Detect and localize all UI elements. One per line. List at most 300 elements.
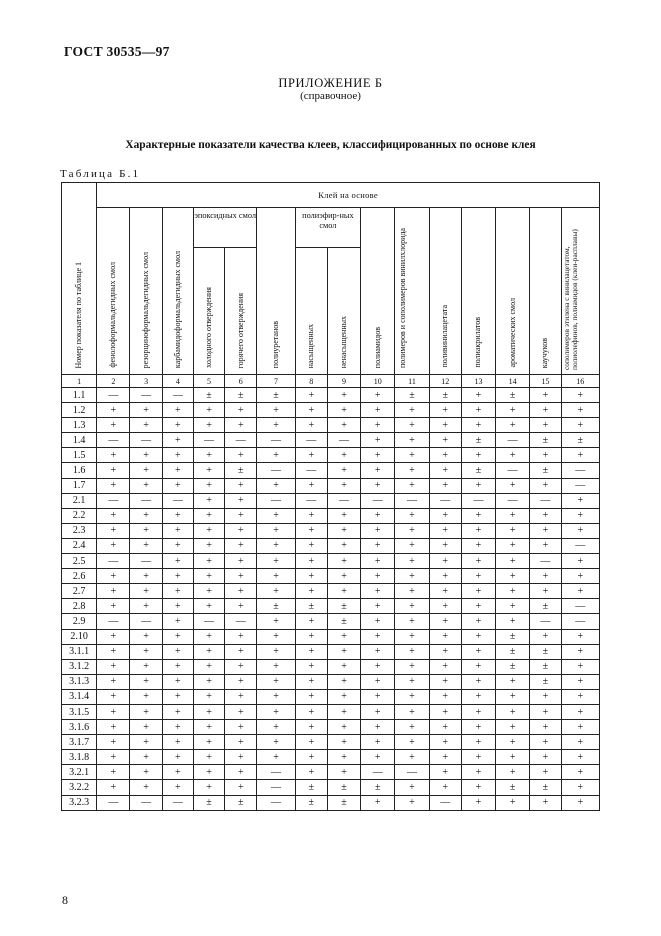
table-cell: + xyxy=(257,584,295,599)
row-number: 3.1.6 xyxy=(62,720,97,735)
table-cell: + xyxy=(130,448,162,463)
table-cell: + xyxy=(162,508,193,523)
table-cell: — xyxy=(97,433,130,448)
table-cell: — xyxy=(257,433,295,448)
table-cell: — xyxy=(225,614,257,629)
table-cell: + xyxy=(97,750,130,765)
table-cell: + xyxy=(257,750,295,765)
table-cell: — xyxy=(496,493,530,508)
row-number: 3.2.2 xyxy=(62,780,97,795)
table-cell: + xyxy=(361,599,395,614)
table-cell: + xyxy=(162,674,193,689)
table-cell: + xyxy=(496,584,530,599)
row-number: 3.1.5 xyxy=(62,704,97,719)
table-cell: + xyxy=(225,599,257,614)
table-cell: + xyxy=(361,508,395,523)
table-cell: + xyxy=(130,629,162,644)
table-cell: + xyxy=(162,735,193,750)
table-cell: + xyxy=(561,629,599,644)
col-header-13 xyxy=(496,208,530,375)
table-cell: + xyxy=(395,584,429,599)
table-cell: + xyxy=(295,569,327,584)
table-cell: + xyxy=(162,569,193,584)
table-cell: + xyxy=(327,463,360,478)
table-cell: + xyxy=(130,508,162,523)
column-number-row xyxy=(62,375,600,388)
table-cell: + xyxy=(530,750,561,765)
table-cell: + xyxy=(395,689,429,704)
table-cell: + xyxy=(295,403,327,418)
table-cell: ± xyxy=(225,795,257,810)
row-number: 1.2 xyxy=(62,403,97,418)
table-cell: + xyxy=(257,644,295,659)
table-cell: — xyxy=(395,493,429,508)
table-cell: + xyxy=(257,735,295,750)
table-cell: + xyxy=(225,765,257,780)
table-cell: — xyxy=(130,433,162,448)
col-header-10 xyxy=(395,208,429,375)
table-cell: + xyxy=(429,584,461,599)
table-cell: + xyxy=(530,478,561,493)
row-number: 2.9 xyxy=(62,614,97,629)
table-cell: + xyxy=(461,584,495,599)
table-cell: + xyxy=(461,554,495,569)
table-cell: + xyxy=(327,720,360,735)
table-cell: + xyxy=(496,448,530,463)
col-header-8 xyxy=(327,248,360,375)
table-cell: + xyxy=(530,569,561,584)
table-cell: + xyxy=(225,720,257,735)
table-cell: + xyxy=(361,584,395,599)
column-number: 8 xyxy=(295,375,327,388)
col-header-6 xyxy=(257,208,295,375)
row-number: 3.1.4 xyxy=(62,689,97,704)
table-cell: + xyxy=(561,493,599,508)
table-cell: + xyxy=(130,780,162,795)
table-cell: + xyxy=(429,478,461,493)
table-cell: + xyxy=(461,418,495,433)
table-row xyxy=(62,554,600,569)
table-cell: — xyxy=(225,433,257,448)
table-cell: ± xyxy=(561,433,599,448)
table-cell: ± xyxy=(530,463,561,478)
table-cell: + xyxy=(162,780,193,795)
table-cell: + xyxy=(361,463,395,478)
table-cell: — xyxy=(295,493,327,508)
table-cell: + xyxy=(162,418,193,433)
table-cell: + xyxy=(429,644,461,659)
table-cell: + xyxy=(429,538,461,553)
table-cell: ± xyxy=(295,780,327,795)
table-cell: ± xyxy=(496,644,530,659)
table-cell: + xyxy=(361,418,395,433)
table-cell: ± xyxy=(225,463,257,478)
table-cell: + xyxy=(429,780,461,795)
table-cell: + xyxy=(561,750,599,765)
table-cell: + xyxy=(461,538,495,553)
table-cell: — xyxy=(561,538,599,553)
table-cell: — xyxy=(257,765,295,780)
row-number: 1.6 xyxy=(62,463,97,478)
table-cell: + xyxy=(327,523,360,538)
table-cell: + xyxy=(530,584,561,599)
col-header-label: сополимеров этилена с винилацетатом, полиолефинов, полиамидов (клеи-расплавы) xyxy=(562,229,580,370)
column-number: 11 xyxy=(395,375,429,388)
table-cell: + xyxy=(97,659,130,674)
table-cell: + xyxy=(130,644,162,659)
table-cell: + xyxy=(429,735,461,750)
table-cell: + xyxy=(395,418,429,433)
table-cell: + xyxy=(361,735,395,750)
table-cell: + xyxy=(130,720,162,735)
table-cell: + xyxy=(561,584,599,599)
table-cell: + xyxy=(361,674,395,689)
col-header-2 xyxy=(130,208,162,375)
column-number: 3 xyxy=(130,375,162,388)
table-row xyxy=(62,780,600,795)
table-cell: + xyxy=(257,523,295,538)
table-cell: + xyxy=(429,418,461,433)
table-cell: + xyxy=(97,538,130,553)
table-cell: — xyxy=(530,614,561,629)
table-cell: + xyxy=(162,689,193,704)
table-cell: + xyxy=(225,569,257,584)
table-cell: + xyxy=(395,599,429,614)
table-cell: + xyxy=(193,508,224,523)
row-number: 3.2.1 xyxy=(62,765,97,780)
col-header-9 xyxy=(361,208,395,375)
table-cell: ± xyxy=(225,388,257,403)
table-cell: + xyxy=(496,403,530,418)
column-number: 2 xyxy=(97,375,130,388)
table-cell: + xyxy=(496,689,530,704)
table-cell: + xyxy=(429,674,461,689)
column-number: 15 xyxy=(530,375,561,388)
table-cell: + xyxy=(461,735,495,750)
table-cell: + xyxy=(327,765,360,780)
row-number: 1.7 xyxy=(62,478,97,493)
table-cell: + xyxy=(496,765,530,780)
table-cell: + xyxy=(395,659,429,674)
table-cell: ± xyxy=(496,629,530,644)
row-number: 2.7 xyxy=(62,584,97,599)
table-cell: — xyxy=(561,463,599,478)
table-cell: + xyxy=(193,493,224,508)
table-cell: + xyxy=(395,403,429,418)
table-cell: + xyxy=(496,614,530,629)
table-cell: ± xyxy=(327,614,360,629)
table-cell: + xyxy=(162,584,193,599)
column-number: 1 xyxy=(62,375,97,388)
table-row xyxy=(62,418,600,433)
table-cell: + xyxy=(162,704,193,719)
table-cell: + xyxy=(193,554,224,569)
table-cell: + xyxy=(461,478,495,493)
table-row xyxy=(62,765,600,780)
table-cell: + xyxy=(327,448,360,463)
table-cell: ± xyxy=(327,795,360,810)
table-cell: + xyxy=(193,403,224,418)
table-cell: + xyxy=(429,463,461,478)
table-cell: + xyxy=(162,523,193,538)
table-cell: + xyxy=(429,433,461,448)
table-cell: + xyxy=(361,795,395,810)
table-cell: — xyxy=(130,388,162,403)
col-header-label: каучуков xyxy=(540,337,550,368)
table-cell: + xyxy=(461,644,495,659)
table-row xyxy=(62,478,600,493)
table-cell: + xyxy=(97,569,130,584)
table-cell: + xyxy=(130,478,162,493)
table-cell: + xyxy=(461,765,495,780)
column-number: 16 xyxy=(561,375,599,388)
table-cell: + xyxy=(395,704,429,719)
table-cell: + xyxy=(461,720,495,735)
table-cell: — xyxy=(162,795,193,810)
table-cell: + xyxy=(257,403,295,418)
table-cell: + xyxy=(162,659,193,674)
table-cell: + xyxy=(561,674,599,689)
table-cell: + xyxy=(429,569,461,584)
table-cell: + xyxy=(225,659,257,674)
table-cell: — xyxy=(561,478,599,493)
table-cell: + xyxy=(225,508,257,523)
col-header-label: поливинилацетата xyxy=(440,305,450,368)
table-cell: + xyxy=(257,538,295,553)
table-cell: + xyxy=(193,584,224,599)
table-cell: + xyxy=(162,463,193,478)
table-cell: ± xyxy=(193,795,224,810)
table-cell: + xyxy=(97,418,130,433)
table-row xyxy=(62,674,600,689)
table-cell: + xyxy=(162,448,193,463)
table-cell: + xyxy=(361,538,395,553)
table-cell: + xyxy=(257,629,295,644)
table-cell: + xyxy=(97,644,130,659)
table-cell: — xyxy=(130,614,162,629)
table-cell: + xyxy=(130,569,162,584)
table-cell: + xyxy=(295,689,327,704)
table-cell: + xyxy=(395,795,429,810)
table-body xyxy=(62,388,600,811)
table-cell: + xyxy=(561,780,599,795)
table-cell: + xyxy=(496,508,530,523)
row-number: 2.2 xyxy=(62,508,97,523)
table-cell: + xyxy=(395,478,429,493)
table-cell: + xyxy=(257,554,295,569)
table-cell: + xyxy=(561,508,599,523)
table-cell: + xyxy=(162,750,193,765)
column-number: 12 xyxy=(429,375,461,388)
table-cell: + xyxy=(327,735,360,750)
table-cell: + xyxy=(162,478,193,493)
row-number: 2.10 xyxy=(62,629,97,644)
table-cell: + xyxy=(97,720,130,735)
table-cell: + xyxy=(429,614,461,629)
table-cell: + xyxy=(496,538,530,553)
table-row xyxy=(62,795,600,810)
table-cell: + xyxy=(295,704,327,719)
table-cell: — xyxy=(327,433,360,448)
table-cell: + xyxy=(561,554,599,569)
table-cell: + xyxy=(461,780,495,795)
table-cell: + xyxy=(327,478,360,493)
table-cell: + xyxy=(97,704,130,719)
table-cell: — xyxy=(257,463,295,478)
table-row xyxy=(62,538,600,553)
table-cell: + xyxy=(327,569,360,584)
table-cell: + xyxy=(327,388,360,403)
table-cell: + xyxy=(496,795,530,810)
table-cell: + xyxy=(561,448,599,463)
col-header-14 xyxy=(530,208,561,375)
table-cell: + xyxy=(225,780,257,795)
table-cell: + xyxy=(193,674,224,689)
table-cell: + xyxy=(395,508,429,523)
table-cell: + xyxy=(395,780,429,795)
table-cell: + xyxy=(130,538,162,553)
table-cell: + xyxy=(530,765,561,780)
table-cell: — xyxy=(97,493,130,508)
table-cell: — xyxy=(97,388,130,403)
table-cell: + xyxy=(295,554,327,569)
table-cell: + xyxy=(225,523,257,538)
table-cell: + xyxy=(429,750,461,765)
table-cell: + xyxy=(361,388,395,403)
table-cell: — xyxy=(162,493,193,508)
table-cell: + xyxy=(395,569,429,584)
table-cell: + xyxy=(361,644,395,659)
column-number: 6 xyxy=(225,375,257,388)
document-code: ГОСТ 30535—97 xyxy=(64,44,170,59)
table-cell: + xyxy=(530,689,561,704)
table-cell: ± xyxy=(257,388,295,403)
table-cell: ± xyxy=(496,659,530,674)
table-cell: + xyxy=(361,659,395,674)
table-cell: + xyxy=(193,538,224,553)
row-number: 1.1 xyxy=(62,388,97,403)
table-cell: + xyxy=(295,508,327,523)
table-cell: — xyxy=(257,493,295,508)
row-number: 3.1.7 xyxy=(62,735,97,750)
table-cell: + xyxy=(530,388,561,403)
table-cell: + xyxy=(496,478,530,493)
table-cell: + xyxy=(193,448,224,463)
table-cell: + xyxy=(530,403,561,418)
group-header-epoxy: эпоксидных смол xyxy=(193,208,256,248)
table-cell: + xyxy=(327,584,360,599)
table-cell: + xyxy=(429,403,461,418)
table-cell: + xyxy=(461,448,495,463)
table-cell: + xyxy=(225,750,257,765)
table-cell: + xyxy=(429,689,461,704)
table-cell: + xyxy=(295,584,327,599)
table-cell: + xyxy=(395,433,429,448)
table-cell: + xyxy=(130,704,162,719)
table-cell: + xyxy=(295,388,327,403)
table-cell: + xyxy=(162,720,193,735)
group-header-polyester: полиэфир-ных смол xyxy=(295,208,360,248)
table-cell: + xyxy=(561,523,599,538)
table-cell: + xyxy=(327,689,360,704)
table-cell: + xyxy=(361,569,395,584)
table-cell: + xyxy=(361,704,395,719)
table-cell: + xyxy=(130,689,162,704)
table-cell: + xyxy=(530,720,561,735)
table-cell: + xyxy=(395,644,429,659)
column-number: 10 xyxy=(361,375,395,388)
table-cell: + xyxy=(327,418,360,433)
table-row xyxy=(62,463,600,478)
table-cell: + xyxy=(561,795,599,810)
table-cell: + xyxy=(361,554,395,569)
table-cell: — xyxy=(130,554,162,569)
col-header-label: резорциноформальдегидных смол xyxy=(140,251,150,368)
table-cell: + xyxy=(225,629,257,644)
table-cell: + xyxy=(97,448,130,463)
table-cell: — xyxy=(130,795,162,810)
table-cell: + xyxy=(225,584,257,599)
table-cell: — xyxy=(429,795,461,810)
table-cell: + xyxy=(193,750,224,765)
table-cell: + xyxy=(530,795,561,810)
table-row xyxy=(62,569,600,584)
col-header-7 xyxy=(295,248,327,375)
table-cell: + xyxy=(97,478,130,493)
table-cell: + xyxy=(162,403,193,418)
col-header-1 xyxy=(97,208,130,375)
table-cell: + xyxy=(496,750,530,765)
row-number: 3.1.1 xyxy=(62,644,97,659)
table-cell: — xyxy=(327,493,360,508)
row-number: 2.1 xyxy=(62,493,97,508)
table-cell: + xyxy=(130,674,162,689)
col-header-label: карбамидоформальдегидных смол xyxy=(172,250,182,368)
table-cell: + xyxy=(361,448,395,463)
table-cell: + xyxy=(193,629,224,644)
table-cell: + xyxy=(257,508,295,523)
table-cell: — xyxy=(429,493,461,508)
table-cell: + xyxy=(130,659,162,674)
table-cell: + xyxy=(496,418,530,433)
table-cell: + xyxy=(395,554,429,569)
table-cell: + xyxy=(130,599,162,614)
table-cell: + xyxy=(429,720,461,735)
table-cell: ± xyxy=(395,388,429,403)
table-cell: + xyxy=(461,388,495,403)
table-cell: — xyxy=(461,493,495,508)
table-cell: + xyxy=(461,403,495,418)
table-row xyxy=(62,523,600,538)
table-cell: + xyxy=(295,674,327,689)
row-number: 3.1.3 xyxy=(62,674,97,689)
table-cell: + xyxy=(225,448,257,463)
table-cell: + xyxy=(496,720,530,735)
table-cell: + xyxy=(429,659,461,674)
col-header-label: горячего отверждения xyxy=(235,292,245,368)
table-cell: + xyxy=(395,720,429,735)
table-cell: + xyxy=(225,644,257,659)
table-cell: — xyxy=(561,599,599,614)
table-cell: + xyxy=(225,538,257,553)
table-cell: + xyxy=(530,704,561,719)
table-cell: ± xyxy=(295,599,327,614)
table-cell: + xyxy=(162,538,193,553)
table-row xyxy=(62,735,600,750)
table-cell: + xyxy=(395,750,429,765)
table-cell: + xyxy=(395,523,429,538)
table-cell: + xyxy=(361,720,395,735)
